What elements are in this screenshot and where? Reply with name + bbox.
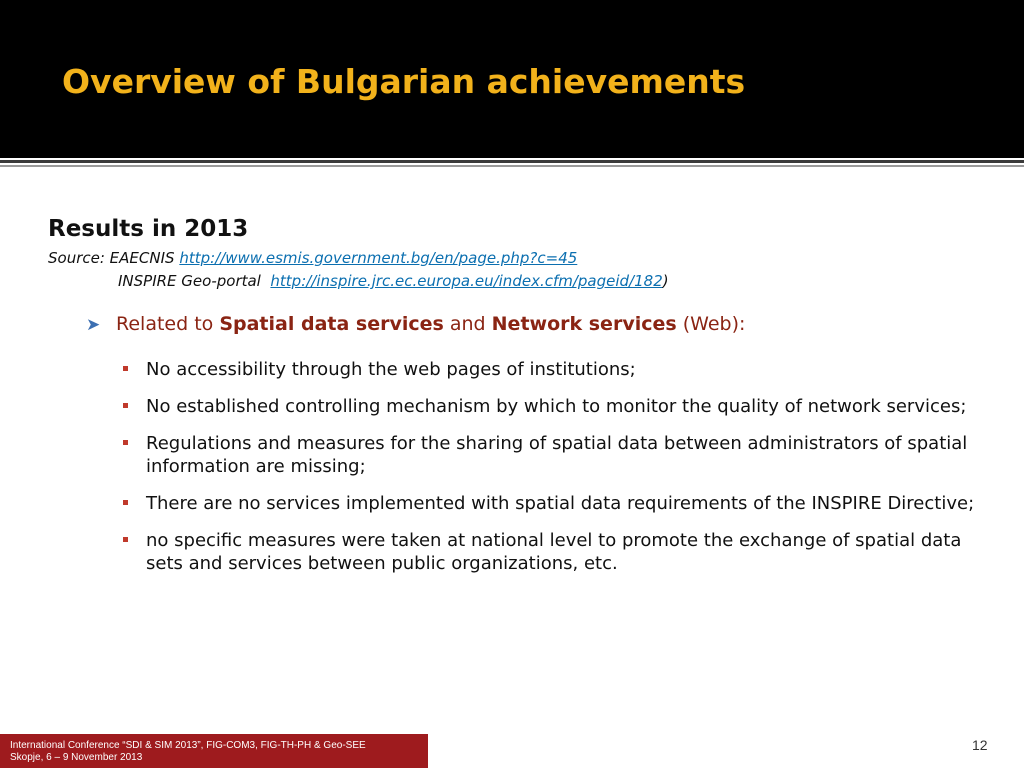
square-bullet-icon — [123, 440, 128, 445]
square-bullet-icon — [123, 403, 128, 408]
level1-item — [86, 313, 986, 335]
level1-suffix: (Web): — [676, 313, 746, 335]
list-item — [120, 395, 980, 418]
bullet-text: Regulations and measures for the sharing of spatial data between administrators of spatial information are missing; — [146, 433, 968, 477]
list-item — [120, 432, 980, 478]
list-item — [120, 529, 980, 575]
results-heading: Results in 2013 — [48, 216, 249, 242]
square-bullet-icon — [123, 500, 128, 505]
source-link-2[interactable]: http://inspire.jrc.ec.europa.eu/index.cfm/pageid/182 — [270, 272, 663, 290]
square-bullet-icon — [123, 537, 128, 542]
source-line-1 — [48, 249, 577, 267]
list-item — [120, 358, 980, 381]
source-label-2: INSPIRE Geo-portal — [118, 272, 261, 290]
arrow-bullet-icon: ➤ — [86, 315, 101, 335]
bullet-list — [120, 358, 980, 589]
bullet-text: There are no services implemented with spatial data requirements of the INSPIRE Directive; — [146, 493, 975, 514]
level1-prefix: Related to — [116, 313, 220, 335]
slide-title: Overview of Bulgarian achievements — [62, 62, 746, 101]
bullet-text: no specific measures were taken at national level to promote the exchange of spatial data sets and services between public organizations, etc. — [146, 530, 962, 574]
square-bullet-icon — [123, 366, 128, 371]
level1-bold-spatial: Spatial data services — [219, 313, 444, 335]
bullet-text: No accessibility through the web pages of institutions; — [146, 359, 636, 380]
page-number: 12 — [972, 737, 988, 753]
level1-bold-network: Network services — [491, 313, 677, 335]
source-label-1: Source: EAECNIS — [48, 249, 175, 267]
divider-light — [0, 165, 1024, 167]
footer-line-2: Skopje, 6 – 9 November 2013 — [10, 752, 143, 763]
source-link-1[interactable]: http://www.esmis.government.bg/en/page.php?c=45 — [179, 249, 578, 267]
source-line-2 — [118, 272, 669, 290]
level1-middle: and — [443, 313, 492, 335]
divider-dark — [0, 160, 1024, 163]
title-bar — [0, 0, 1024, 158]
list-item — [120, 492, 980, 515]
footer-line-1: International Conference “SDI & SIM 2013”, FIG-COM3, FIG-TH-PH & Geo-SEE — [10, 740, 366, 751]
footer-banner — [0, 734, 428, 768]
bullet-text: No established controlling mechanism by which to monitor the quality of network services; — [146, 396, 967, 417]
source-closing-paren: ) — [662, 272, 669, 290]
